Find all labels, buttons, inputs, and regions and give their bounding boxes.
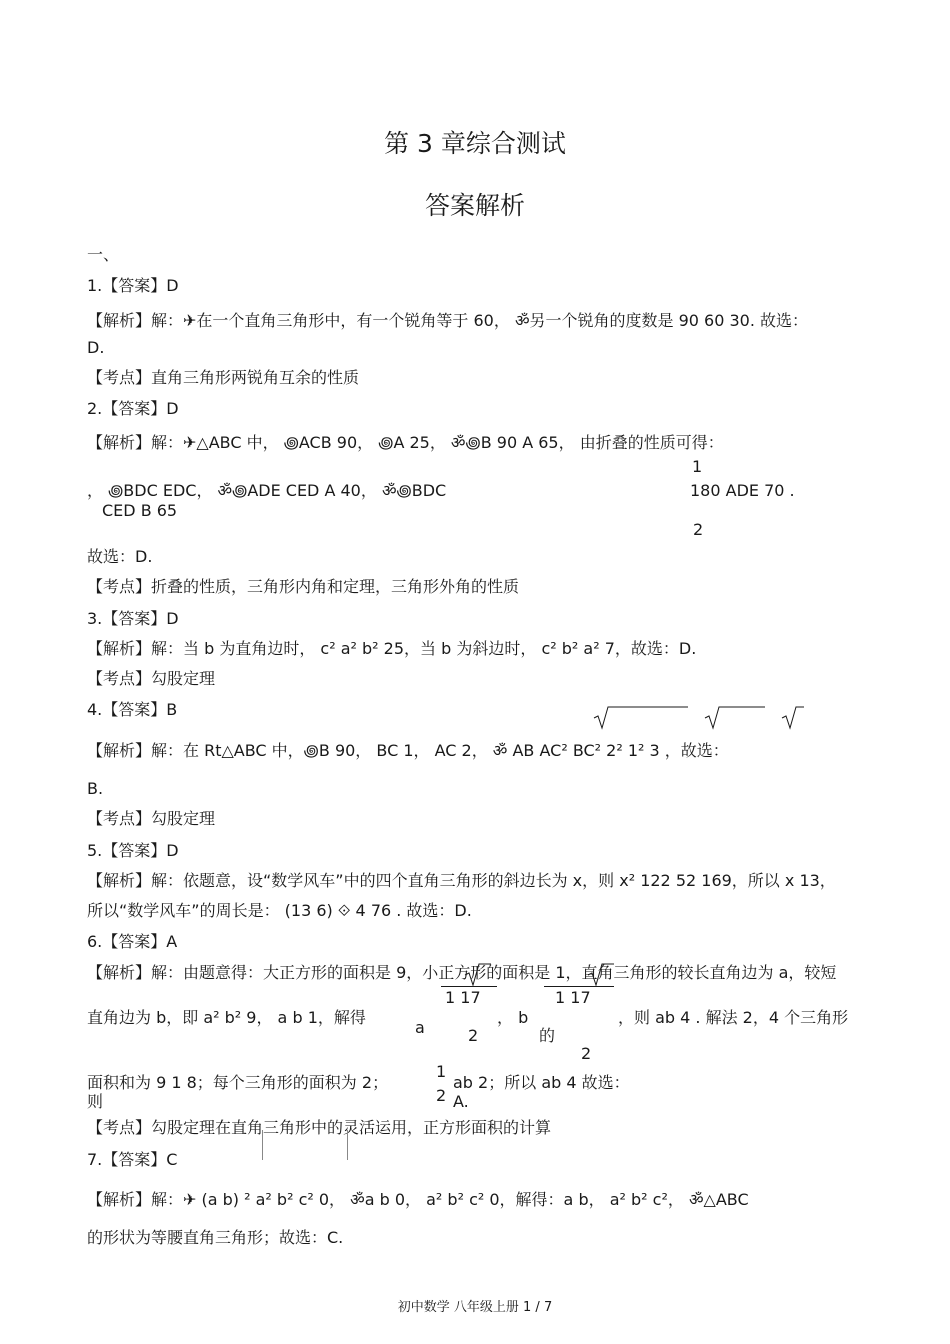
q6-fraction3-numerator: 1 xyxy=(436,1062,447,1081)
q1-answer: 1.【答案】D xyxy=(87,276,179,295)
q6-fraction2-bar xyxy=(544,986,614,987)
q3-analysis: 【解析】解：当 b 为直角边时， c² a² b² 25，当 b 为斜边时， c² b² a² 7，故选：D. xyxy=(87,639,697,658)
q2-analysis-line2-end: 180 ADE 70 . xyxy=(690,481,795,500)
q3-point: 【考点】勾股定理 xyxy=(87,669,216,688)
q6-fraction2-denominator: 2 xyxy=(581,1044,592,1063)
q6-analysis-line3-d: A. xyxy=(453,1092,469,1111)
q7-answer: 7.【答案】C xyxy=(87,1150,178,1169)
radical-sign-1 xyxy=(592,704,692,730)
q6-fraction1-numerator: 1 17 xyxy=(445,988,481,1007)
q6-analysis-line2-end: ，则 ab 4 . 解法 2，4 个三角形 xyxy=(618,1008,849,1027)
radical-sign-2 xyxy=(703,704,769,730)
q6-fraction3-denominator: 2 xyxy=(436,1086,447,1105)
radical-sign-4 xyxy=(463,961,493,987)
q4-answer: 4.【答案】B xyxy=(87,700,178,719)
q6-analysis: 【解析】解：由题意得：大正方形的面积是 9，小正方形的面积是 1，直角三角形的较长直角边为 a，较短 xyxy=(87,963,837,982)
q1-point: 【考点】直角三角形两锐角互余的性质 xyxy=(87,368,360,387)
q6-analysis-line3: 面积和为 9 1 8；每个三角形的面积为 2； xyxy=(87,1073,389,1092)
q6-analysis-line3-b: 则 xyxy=(87,1092,104,1111)
q2-analysis-line2: ， ꩜BDC EDC， ॐ꩜ADE CED A 40， ॐ꩜BDC xyxy=(87,481,447,500)
q7-analysis-cont: 的形状为等腰直角三角形；故选：C. xyxy=(87,1228,344,1247)
q6-fraction1-bar xyxy=(441,986,497,987)
document-title: 第 3 章综合测试 xyxy=(384,129,566,158)
q6-de-label: 的 xyxy=(539,1026,556,1045)
q7-analysis: 【解析】解：✈ (a b) ² a² b² c² 0， ॐa b 0， a² b² c² 0，解得：a b， a² b² c²， ॐ△ABC xyxy=(87,1190,749,1209)
q4-point: 【考点】勾股定理 xyxy=(87,809,216,828)
q1-analysis: 【解析】解：✈在一个直角三角形中，有一个锐角等于 60， ॐ另一个锐角的度数是 90 60 30. 故选： xyxy=(87,311,809,330)
q4-analysis-cont: B. xyxy=(87,779,104,798)
q5-analysis: 【解析】解：依题意，设“数学风车”中的四个直角三角形的斜边长为 x，则 x² 122 52 169，所以 x 13， xyxy=(87,871,836,890)
q2-answer: 2.【答案】D xyxy=(87,399,179,418)
q6-point: 【考点】勾股定理在直角三角形中的灵活运用，正方形面积的计算 xyxy=(87,1118,552,1137)
q1-analysis-cont: D. xyxy=(87,338,105,357)
stray-vertical-line-1 xyxy=(262,1130,263,1160)
q6-analysis-line3-c: ab 2；所以 ab 4 故选： xyxy=(453,1073,630,1092)
q5-answer: 5.【答案】D xyxy=(87,841,179,860)
q6-fraction1-denominator: 2 xyxy=(468,1026,479,1045)
q2-fraction-denominator: 2 xyxy=(693,520,704,539)
document-subtitle: 答案解析 xyxy=(424,191,525,220)
q2-point: 【考点】折叠的性质，三角形内角和定理，三角形外角的性质 xyxy=(87,577,520,596)
q2-conclusion: 故选：D. xyxy=(87,547,153,566)
q2-analysis: 【解析】解：✈△ABC 中， ꩜ACB 90， ꩜A 25， ॐ꩜B 90 A 65， 由折叠的性质可得： xyxy=(87,433,724,452)
section-heading: 一、 xyxy=(87,245,120,264)
q6-answer: 6.【答案】A xyxy=(87,932,178,951)
q2-fraction-numerator: 1 xyxy=(692,457,703,476)
q6-a-label: a xyxy=(415,1018,425,1037)
q6-b-label: ， b xyxy=(497,1008,529,1027)
radical-sign-5 xyxy=(586,961,616,987)
q6-analysis-line2: 直角边为 b，即 a² b² 9， a b 1，解得 xyxy=(87,1008,366,1027)
page-footer: 初中数学 八年级上册 1 / 7 xyxy=(397,1300,553,1315)
radical-sign-3 xyxy=(780,704,806,730)
stray-vertical-line-2 xyxy=(347,1130,348,1160)
q3-answer: 3.【答案】D xyxy=(87,609,179,628)
q6-fraction2-numerator: 1 17 xyxy=(555,988,591,1007)
q2-analysis-subline: CED B 65 xyxy=(102,501,178,520)
q5-analysis-cont: 所以“数学风车”的周长是： (13 6) ⟐ 4 76 . 故选：D. xyxy=(87,901,472,920)
q4-analysis: 【解析】解：在 Rt△ABC 中，꩜B 90， BC 1， AC 2， ॐ AB AC² BC² 2² 1² 3 ，故选： xyxy=(87,741,729,760)
